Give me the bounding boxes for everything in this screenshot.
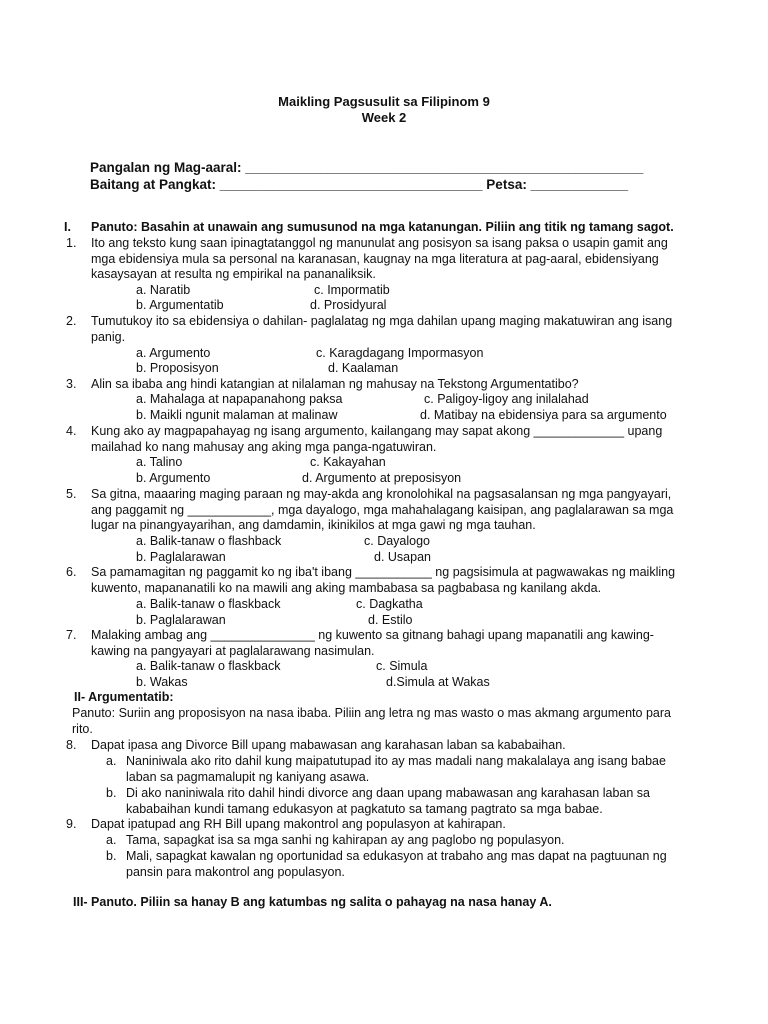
instruction-line: Panuto: Suriin ang proposisyon na nasa ibaba. Piliin ang letra ng mas wasto o mas akmang argumento para: [72, 706, 671, 720]
choice-c: c. Dayalogo: [364, 534, 431, 548]
choice-b: b. Paglalarawan: [136, 613, 226, 627]
argument-option-b: [126, 786, 650, 817]
part1-numeral: I.: [64, 220, 71, 234]
question-line: mailahad ko nang mahusay ang aking mga panga-ngatuwiran.: [91, 439, 437, 454]
student-name-field: Pangalan ng Mag-aaral: _____________________________________________________: [90, 160, 644, 175]
argument-option-b: [126, 849, 667, 880]
question-line: lugar na pinangyayarihan, ang damdamin, ikinikilos at mga gawi ng mga tauhan.: [91, 518, 536, 532]
question-line: Alin sa ibaba ang hindi katangian at nilalaman ng mahusay na Tekstong Argumentatibo?: [91, 377, 579, 391]
question-line: Sa gitna, maaaring maging paraan ng may-akda ang kronolohikal na pagsasalansan ng mga pangyayari,: [91, 487, 672, 501]
question-number: 7.: [66, 628, 77, 642]
choice-d: d. Prosidyural: [310, 298, 387, 312]
choice-d: d. Usapan: [374, 550, 431, 564]
choice-c: c. Karagdagang Impormasyon: [316, 346, 484, 360]
question-text: [91, 487, 673, 534]
question-line: kasaysayan at resulta ng empirikal na pananaliksik.: [91, 267, 376, 281]
choice-a: a. Naratib: [136, 283, 191, 297]
option-line: laban sa pagmamalupit ng kaniyang asawa.: [126, 769, 370, 784]
question-number: 2.: [66, 314, 77, 328]
question-text: [91, 424, 662, 455]
question-line: Kung ako ay magpapahayag ng isang argumento, kailangang may sapat akong _____________ upang: [91, 424, 663, 438]
choice-c: c. Impormatib: [314, 283, 390, 297]
choice-a: a. Balik-tanaw o flaskback: [136, 659, 281, 673]
option-label: a.: [106, 833, 117, 847]
question-number: 6.: [66, 565, 77, 579]
quiz-title: Maikling Pagsusulit sa Filipinom 9: [278, 94, 490, 109]
choice-a: a. Talino: [136, 455, 183, 469]
choice-b: b. Argumento: [136, 471, 211, 485]
question-text: [91, 314, 672, 345]
option-label: a.: [106, 754, 117, 768]
question-line: kawing na pangyayari at paglalarawang nasimulan.: [91, 643, 375, 658]
choice-b: b. Maikli ngunit malaman at malinaw: [136, 408, 338, 422]
option-line: Mali, sapagkat kawalan ng oportunidad sa edukasyon at trabaho ang mas dapat na pagtuunan ng: [126, 849, 667, 863]
choice-b: b. Argumentatib: [136, 298, 224, 312]
question-line: ang paggamit ng ____________, mga dayalogo, mga mahahalagang kaisipan, ang paglalarawan sa mga: [91, 502, 674, 517]
choice-a: a. Mahalaga at napapanahong paksa: [136, 392, 343, 406]
choice-a: a. Balik-tanaw o flashback: [136, 534, 282, 548]
part2-instruction: [72, 706, 671, 737]
question-number: 9.: [66, 817, 77, 831]
choice-a: a. Balik-tanaw o flaskback: [136, 597, 281, 611]
choice-d: d.Simula at Wakas: [386, 675, 490, 689]
question-text: Dapat ipasa ang Divorce Bill upang mabawasan ang karahasan laban sa kababaihan.: [91, 738, 566, 752]
instruction-line: rito.: [72, 721, 93, 736]
choice-d: d. Matibay na ebidensiya para sa argumento: [420, 408, 667, 422]
question-number: 3.: [66, 377, 77, 391]
question-text: Dapat ipatupad ang RH Bill upang makontrol ang populasyon at kahirapan.: [91, 817, 506, 831]
grade-date-field: Baitang at Pangkat: ___________________________________ Petsa: _____________: [90, 177, 629, 192]
question-line: Malaking ambag ang _______________ ng kuwento sa gitnang bahagi upang mapanatili ang kawing-: [91, 628, 654, 642]
question-line: Tumutukoy ito sa ebidensiya o dahilan- paglalatag ng mga dahilan upang maging makatuwiran ang isang: [91, 314, 673, 328]
question-line: kuwento, mapananatili ko na mawili ang aking mambabasa sa pagbabasa ng kanilang akda.: [91, 580, 602, 595]
choice-c: c. Kakayahan: [310, 455, 386, 469]
question-text: [91, 628, 654, 659]
question-number: 5.: [66, 487, 77, 501]
part3-heading: III- Panuto. Piliin sa hanay B ang katumbas ng salita o pahayag na nasa hanay A.: [73, 895, 552, 909]
part1-instruction: Panuto: Basahin at unawain ang sumusunod na mga katanungan. Piliin ang titik ng tamang sagot.: [91, 220, 674, 234]
option-label: b.: [106, 849, 117, 863]
part2-heading: II- Argumentatib:: [74, 690, 174, 704]
question-number: 4.: [66, 424, 77, 438]
choice-d: d. Kaalaman: [328, 361, 399, 375]
choice-c: c. Paligoy-ligoy ang inilalahad: [424, 392, 589, 406]
question-line: Sa pamamagitan ng paggamit ko ng iba't ibang ___________ ng pagsisimula at pagwawakas ng maikling: [91, 565, 676, 579]
question-text: [91, 377, 579, 393]
question-line: Ito ang teksto kung saan ipinagtatanggol ng manunulat ang posisyon sa isang paksa o usapin gamit ang: [91, 236, 668, 250]
choice-c: c. Simula: [376, 659, 428, 673]
option-line: kababaihan kundi tamang edukasyon at pagkatuto sa tamang pagtrato sa mga babae.: [126, 801, 603, 816]
option-line: pansin para makontrol ang populasyon.: [126, 864, 345, 879]
question-line: panig.: [91, 329, 126, 344]
choice-d: d. Estilo: [368, 613, 413, 627]
question-number: 1.: [66, 236, 77, 250]
question-line: mga ebidensiya mula sa personal na karanasan, kaugnay na mga literatura at pag-aaral, ebidensiyang: [91, 251, 659, 266]
option-line: Tama, sapagkat isa sa mga sanhi ng kahirapan ay ang paglobo ng populasyon.: [126, 833, 565, 847]
choice-d: d. Argumento at preposisyon: [302, 471, 462, 485]
choice-b: b. Wakas: [136, 675, 188, 689]
choice-c: c. Dagkatha: [356, 597, 423, 611]
option-label: b.: [106, 786, 117, 800]
question-number: 8.: [66, 738, 77, 752]
choice-b: b. Paglalarawan: [136, 550, 226, 564]
option-line: Naniniwala ako rito dahil kung maipatutupad ito ay mas madali nang makalalaya ang isang babae: [126, 754, 666, 768]
choice-b: b. Proposisyon: [136, 361, 219, 375]
option-line: Di ako naniniwala rito dahil hindi divorce ang daan upang mabawasan ang karahasan laban sa: [126, 786, 650, 800]
argument-option-a: [126, 754, 666, 785]
argument-option-a: [126, 833, 565, 849]
quiz-week: Week 2: [361, 110, 407, 125]
question-text: [91, 565, 675, 596]
choice-a: a. Argumento: [136, 346, 211, 360]
question-text: [91, 236, 668, 283]
